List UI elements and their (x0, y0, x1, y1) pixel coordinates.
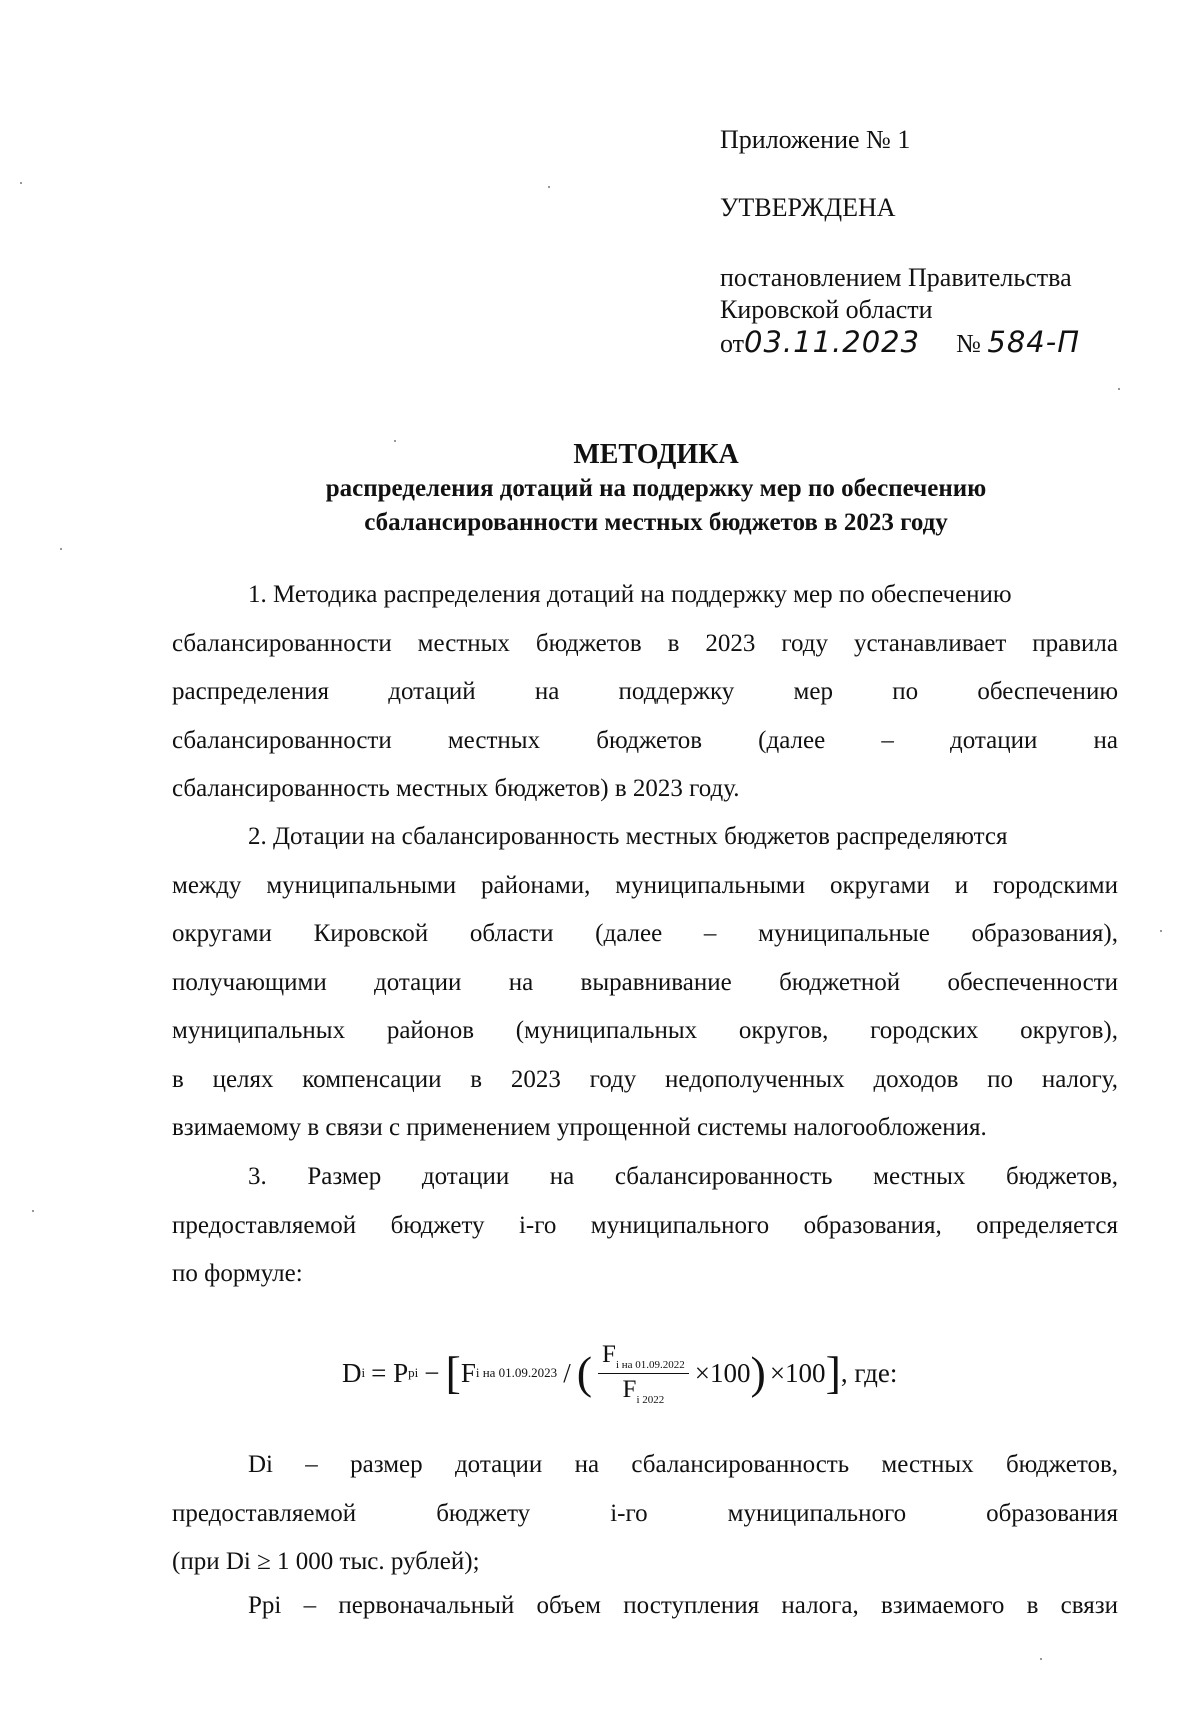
scan-speck (1160, 930, 1162, 932)
text-line: распределения дотаций на поддержку мер по обеспечению (172, 678, 1118, 705)
document-subtitle: сбалансированности местных бюджетов в 2023 году (364, 509, 948, 536)
formula-symbol: F (622, 1375, 637, 1403)
formula-symbol: / (563, 1357, 571, 1388)
paragraph-1 (172, 571, 1118, 814)
fraction-denominator (623, 1374, 665, 1406)
text-line: сбалансированности местных бюджетов в 2023 году устанавливает правила (172, 629, 1118, 657)
decree-line: постановлением Правительства (720, 263, 1072, 292)
scan-speck (548, 186, 550, 188)
text-line: по формуле: (172, 1260, 303, 1287)
text-line: получающими дотации на выравнивание бюджетной обеспеченности (172, 968, 1118, 996)
text-line: округами Кировской области (далее – муниципальные образования), (172, 920, 1118, 947)
scan-speck (20, 182, 22, 184)
document-title: МЕТОДИКА (573, 439, 739, 470)
paragraph-3 (172, 1153, 1118, 1299)
text-line: 1. Методика распределения дотаций на поддержку мер по обеспечению (248, 581, 1012, 608)
paragraph-2 (172, 813, 1118, 1153)
text-line: сбалансированности местных бюджетов (далее – дотации на (172, 726, 1118, 754)
scan-speck (1118, 388, 1120, 390)
text-line: в целях компенсации в 2023 году недополученных доходов по налогу, (172, 1065, 1118, 1093)
scan-speck (1040, 1658, 1042, 1660)
text-line: 3. Размер дотации на сбалансированность местных бюджетов, (248, 1163, 1118, 1190)
formula-bracket: ] (825, 1347, 841, 1398)
formula-symbol: ×100 (694, 1357, 751, 1388)
text-line: (при Di ≥ 1 000 тыс. рублей); (172, 1548, 480, 1575)
formula-bracket: ( (576, 1347, 593, 1398)
definition-p (172, 1582, 1118, 1631)
text-line: взимаемому в связи с применением упрощенной системы налогообложения. (172, 1114, 987, 1141)
text-line: Ppi – первоначальный объем поступления налога, взимаемого в связи (248, 1592, 1118, 1619)
formula-symbol: F (602, 1340, 616, 1368)
formula-subscript: i (361, 1365, 366, 1380)
formula-subscript: i на 01.09.2022 (615, 1358, 685, 1371)
formula-subscript: i 2022 (636, 1393, 665, 1406)
number-prefix: № (956, 329, 981, 358)
formula-subscript: pi (408, 1365, 419, 1380)
fraction-numerator (598, 1341, 689, 1374)
scan-speck (60, 548, 62, 550)
text-line: между муниципальными районами, муниципальными округами и городскими (172, 871, 1118, 899)
formula-tail: , где: (840, 1357, 898, 1388)
formula-symbol: D (342, 1357, 362, 1388)
text-line: предоставляемой бюджету i-го муниципального образования (172, 1499, 1118, 1527)
decree-date-number (720, 326, 1080, 360)
formula-bracket: ) (750, 1347, 766, 1398)
formula-fraction (598, 1341, 689, 1406)
decree-line: Кировской области (720, 295, 933, 324)
text-line: муниципальных районов (муниципальных округов, городских округов), (172, 1017, 1118, 1044)
definition-d (172, 1441, 1118, 1587)
document-title-block (172, 438, 1140, 540)
text-line: Di – размер дотации на сбалансированность местных бюджетов, (248, 1451, 1118, 1478)
document-subtitle: распределения дотаций на поддержку мер по обеспечению (325, 475, 987, 502)
text-line: 2. Дотации на сбалансированность местных бюджетов распределяются (248, 823, 1008, 850)
formula-symbol: = P (371, 1357, 409, 1388)
text-line: предоставляемой бюджету i-го муниципального образования, определяется (172, 1211, 1118, 1239)
formula-symbol: − (424, 1357, 440, 1388)
appendix-label: Приложение № 1 (720, 125, 911, 154)
formula-bracket: [ (445, 1347, 461, 1398)
formula-symbol: F (460, 1357, 476, 1388)
approved-label: УТВЕРЖДЕНА (720, 193, 896, 222)
handwritten-number: 584-П (987, 325, 1081, 359)
date-prefix: от (720, 329, 745, 358)
formula-symbol: ×100 (769, 1357, 826, 1388)
formula (342, 1328, 1062, 1418)
text-line: сбалансированность местных бюджетов) в 2023 году. (172, 775, 740, 802)
scan-speck (32, 1210, 34, 1212)
handwritten-date: 03.11.2023 (744, 325, 921, 359)
formula-subscript: i на 01.09.2023 (475, 1365, 558, 1380)
